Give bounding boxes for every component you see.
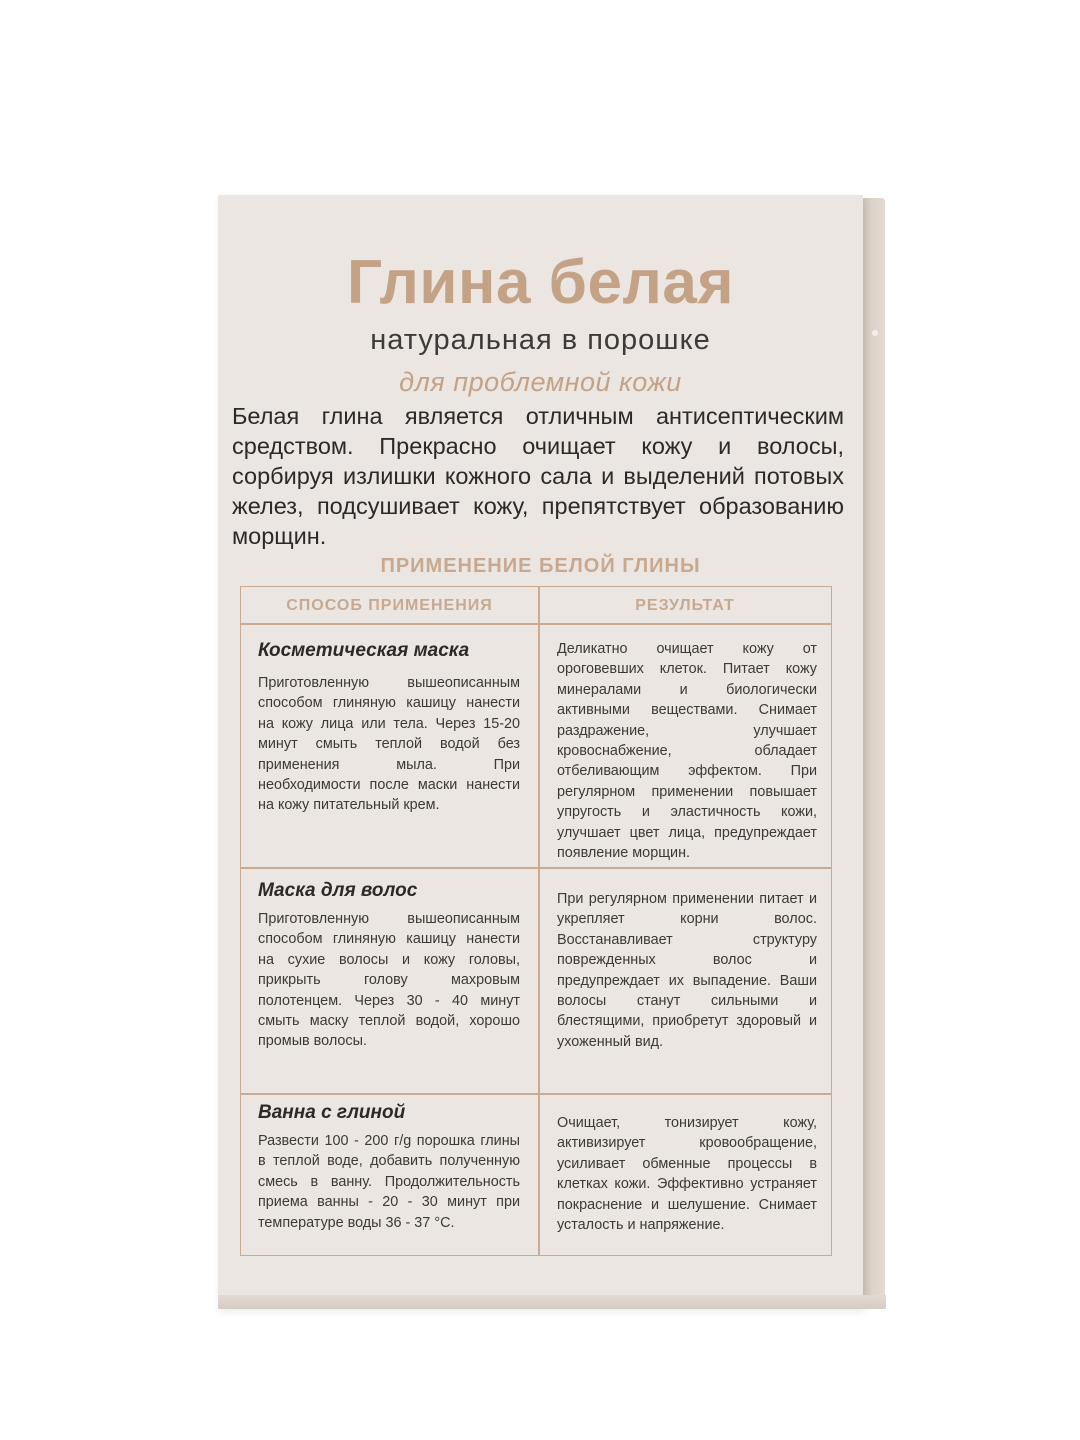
row-method-clay-bath: Развести 100 - 200 г/g порошка глины в теплой воде, добавить полученную смесь в ванну. Продолжительность приема ванны - 20 - 30 минут при температуре воды 36 - 37 °C. (258, 1133, 520, 1231)
row-result-cosmetic-mask: Деликатно очищает кожу от ороговевших клеток. Питает кожу минералами и биологически активными веществами. Снимает раздражение, улучшает кровоснабжение, обладает отбеливающим эффектом. При регулярном применении повышает упругость и эластичность кожи, улучшает цвет лица, предупреждает появление морщин. (557, 641, 817, 862)
row-result-clay-bath: Очищает, тонизирует кожу, активизирует кровообращение, усиливает обменные процессы в клетках кожи. Эффективно устраняет покраснение и шелушение. Снимает усталость и напряжение. (557, 1115, 817, 1234)
column-header-method: СПОСОБ ПРИМЕНЕНИЯ (286, 597, 493, 614)
row-title-cosmetic-mask: Косметическая маска (258, 640, 470, 661)
table-row-divider (241, 1093, 831, 1095)
usage-heading: ПРИМЕНЕНИЕ БЕЛОЙ ГЛИНЫ (380, 555, 701, 577)
package-side-mark (872, 330, 878, 336)
usage-table (240, 586, 832, 1256)
product-tagline: для проблемной кожи (399, 367, 682, 397)
product-title: Глина белая (346, 248, 735, 317)
table-row-divider (241, 867, 831, 869)
row-result-hair-mask: При регулярном применении питает и укрепляет корни волос. Восстанавливает структуру поврежденных волос и предупреждает их выпадение. Ваши волосы станут сильными и блестящими, приобретут здоровый и ухоженный вид. (557, 891, 817, 1050)
row-method-hair-mask: Приготовленную вышеописанным способом глиняную кашицу нанести на сухие волосы и кожу головы, прикрыть голову махровым полотенцем. Через 30 - 40 минут смыть маску теплой водой, хорошо промыв волосы. (258, 911, 520, 1050)
package-side-panel (863, 198, 885, 1304)
product-description: Белая глина является отличным антисептическим средством. Прекрасно очищает кожу и волосы, сорбируя излишки кожного сала и выделений потовых желез, подсушивает кожу, препятствует образованию морщин. (232, 403, 844, 549)
row-title-hair-mask: Маска для волос (258, 880, 418, 901)
row-method-cosmetic-mask: Приготовленную вышеописанным способом глиняную кашицу нанести на кожу лица или тела. Через 15-20 минут смыть теплой водой без применения мыла. При необходимости после маски нанести на кожу питательный крем. (258, 675, 520, 814)
product-subtitle: натуральная в порошке (370, 324, 711, 356)
table-header-divider (241, 623, 831, 625)
package-bottom-edge (218, 1295, 886, 1309)
table-column-divider (538, 587, 540, 1255)
column-header-result: РЕЗУЛЬТАТ (635, 597, 735, 614)
row-title-clay-bath: Ванна с глиной (258, 1102, 406, 1123)
